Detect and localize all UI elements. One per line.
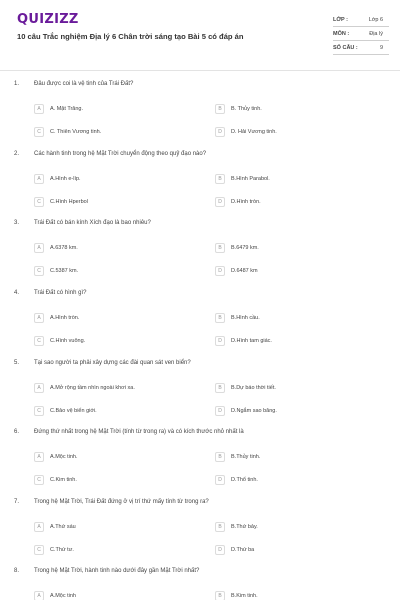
question-item (0, 499, 400, 569)
option-letter-box: B (215, 591, 225, 600)
option-letter-box: D (215, 266, 225, 276)
question-item (0, 220, 400, 290)
option-letter-box: A (34, 383, 44, 393)
question-item (0, 290, 400, 360)
option-letter-box: B (215, 452, 225, 462)
question-number: 1. (14, 81, 20, 87)
option-letter-box: B (215, 243, 225, 253)
option-letter-box: B (215, 313, 225, 323)
meta-value: 9 (379, 45, 383, 51)
option-letter-box: D (215, 127, 225, 137)
question-number: 8. (14, 568, 20, 574)
option-letter-box: B (215, 104, 225, 114)
option-letter-box: A (34, 452, 44, 462)
header-divider (0, 70, 400, 71)
question-text: Trái Đất có bán kính Xích đạo là bao nhiêu? (34, 220, 151, 226)
option-letter-box: B (215, 383, 225, 393)
question-number: 4. (14, 290, 20, 296)
option-text: A.6378 km. (50, 245, 78, 251)
option-letter-box: C (34, 197, 44, 207)
option-text: A.Thứ sáu (50, 524, 76, 530)
option-letter-box: A (34, 174, 44, 184)
option-text: B.Hình Parabol. (231, 176, 270, 182)
option-text: C.Bảo vệ biển giới. (50, 408, 97, 414)
option-letter-box: C (34, 406, 44, 416)
option-letter-box: C (34, 336, 44, 346)
option-text: B.Thứ bảy. (231, 524, 258, 530)
option-text: A. Mặt Trăng. (50, 106, 84, 112)
meta-row-class (333, 13, 389, 27)
meta-label: MÔN : (333, 31, 350, 37)
meta-value: Lớp 6 (368, 17, 383, 23)
option-letter-box: C (34, 127, 44, 137)
question-number: 3. (14, 220, 20, 226)
option-text: C.5387 km. (50, 268, 79, 274)
question-text: Trong hệ Mặt Trời, hành tinh nào dưới đây gần Mặt Trời nhất? (34, 568, 200, 574)
option-letter-box: D (215, 336, 225, 346)
option-text: D.Hình tam giác. (231, 338, 272, 344)
question-text: Trong hệ Mặt Trời, Trái Đất đứng ở vị trí thứ mấy tính từ trong ra? (34, 499, 209, 505)
option-text: C.Hình Hperbol (50, 199, 88, 205)
option-text: A.Hình tròn. (50, 315, 80, 321)
quizizz-logo: QUIZIZZ (17, 12, 79, 27)
meta-label: LỚP : (333, 17, 348, 23)
option-text: C.Thứ tư. (50, 547, 74, 553)
option-text: A.Hình e-líp. (50, 176, 81, 182)
option-text: B.Dự báo thời tiết. (231, 385, 276, 391)
option-text: C.Hình vuông. (50, 338, 86, 344)
meta-label: SỐ CÂU : (333, 45, 358, 51)
option-letter-box: A (34, 522, 44, 532)
option-letter-box: A (34, 591, 44, 600)
meta-value: Địa lý (369, 31, 383, 37)
option-text: A.Mộc tinh (50, 593, 76, 599)
question-text: Đâu được coi là vệ tinh của Trái Đất? (34, 81, 134, 87)
option-letter-box: C (34, 266, 44, 276)
option-text: D.Ngắm sao băng. (231, 408, 277, 414)
option-text: D.Thổ tinh. (231, 477, 258, 483)
option-letter-box: C (34, 475, 44, 485)
option-text: B. Thủy tinh. (231, 106, 262, 112)
option-text: B.Hình cầu. (231, 315, 260, 321)
option-letter-box: A (34, 313, 44, 323)
option-letter-box: D (215, 197, 225, 207)
option-text: D.Thứ ba (231, 547, 255, 553)
question-number: 7. (14, 499, 20, 505)
option-text: C.Kim tinh. (50, 477, 77, 483)
question-number: 2. (14, 151, 20, 157)
meta-row-count (333, 41, 389, 55)
option-letter-box: D (215, 406, 225, 416)
option-letter-box: C (34, 545, 44, 555)
option-text: D.Hình tròn. (231, 199, 261, 205)
question-item (0, 568, 400, 600)
option-text: B.Thủy tinh. (231, 454, 261, 460)
question-number: 6. (14, 429, 20, 435)
meta-table (333, 13, 389, 55)
question-text: Đứng thứ nhất trong hệ Mặt Trời (tính từ trong ra) và có kích thước nhỏ nhất là (34, 429, 244, 435)
document-header (0, 0, 400, 70)
option-letter-box: D (215, 475, 225, 485)
option-letter-box: D (215, 545, 225, 555)
question-item (0, 151, 400, 221)
option-text: D. Hải Vương tinh. (231, 129, 277, 135)
question-text: Trái Đất có hình gì? (34, 290, 87, 296)
option-letter-box: A (34, 243, 44, 253)
question-text: Các hành tinh trong hệ Mặt Trời chuyển động theo quỹ đạo nào? (34, 151, 207, 157)
document-title: 10 câu Trắc nghiệm Địa lý 6 Chân trời sáng tạo Bài 5 có đáp án (17, 32, 244, 41)
option-text: D.6487 km (231, 268, 258, 274)
option-text: A.Mộc tinh. (50, 454, 78, 460)
question-item (0, 360, 400, 430)
question-item (0, 81, 400, 151)
option-letter-box: B (215, 174, 225, 184)
option-letter-box: A (34, 104, 44, 114)
option-letter-box: B (215, 522, 225, 532)
question-item (0, 429, 400, 499)
option-text: A.Mở rộng tầm nhìn ngoài khơi xa. (50, 385, 135, 391)
question-text: Tại sao người ta phải xây dựng các đài quan sát ven biển? (34, 360, 191, 366)
option-text: B.Kim tinh. (231, 593, 258, 599)
option-text: B.6479 km. (231, 245, 259, 251)
question-number: 5. (14, 360, 20, 366)
option-text: C. Thiên Vương tinh. (50, 129, 102, 135)
meta-row-subject (333, 27, 389, 41)
